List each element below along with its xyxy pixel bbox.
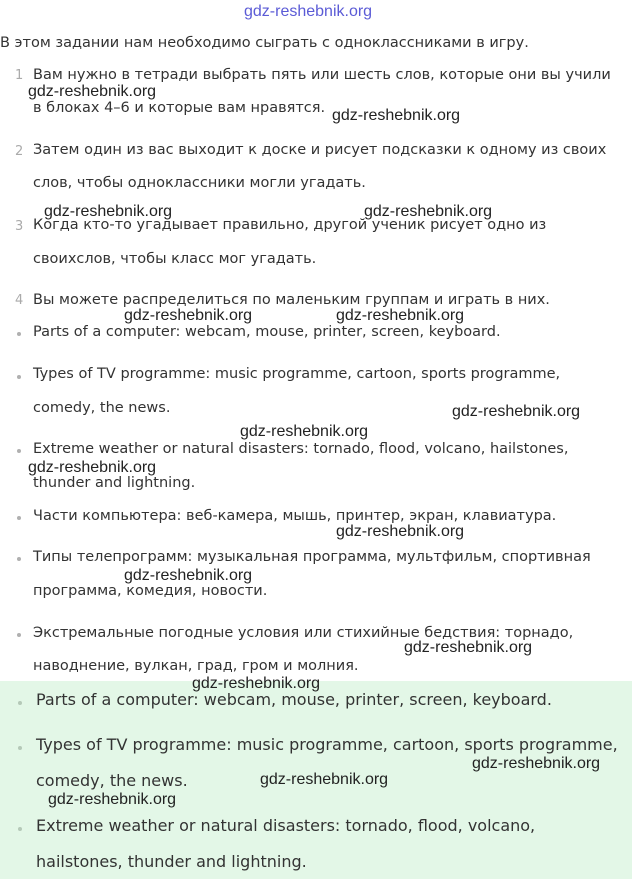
answer-line: comedy, the news. bbox=[36, 771, 188, 790]
watermark[interactable]: gdz-reshebnik.org bbox=[472, 755, 601, 772]
bullet-line: Экстремальные погодные условия или стихийные бедствия: торнадо, bbox=[33, 625, 574, 641]
bullet-line: thunder and lightning. bbox=[33, 475, 196, 491]
bullet-line: Parts of a computer: webcam, mouse, printer, screen, keyboard. bbox=[33, 324, 501, 340]
answer-bullet-dot bbox=[18, 701, 22, 705]
bullet-dot bbox=[17, 332, 21, 336]
answer-line: Parts of a computer: webcam, mouse, printer, screen, keyboard. bbox=[36, 690, 552, 709]
step-number: 1 bbox=[15, 68, 24, 83]
watermark[interactable]: gdz-reshebnik.org bbox=[364, 203, 493, 220]
bullet-line: программа, комедия, новости. bbox=[33, 583, 268, 599]
bullet-dot bbox=[17, 449, 21, 453]
watermark[interactable]: gdz-reshebnik.org bbox=[28, 459, 157, 476]
step-line: Затем один из вас выходит к доске и рисует подсказки к одному из своих bbox=[33, 142, 607, 158]
step-line: Вам нужно в тетради выбрать пять или шесть слов, которые они вы учили bbox=[33, 67, 611, 83]
bullet-dot bbox=[17, 557, 21, 561]
watermark[interactable]: gdz-reshebnik.org bbox=[452, 403, 581, 420]
step-line: своихслов, чтобы класс мог угадать. bbox=[33, 251, 317, 267]
answer-line: Extreme weather or natural disasters: tornado, flood, volcano, bbox=[36, 816, 536, 835]
watermark[interactable]: gdz-reshebnik.org bbox=[240, 423, 369, 440]
step-number: 2 bbox=[15, 144, 24, 159]
watermark[interactable]: gdz-reshebnik.org bbox=[192, 675, 321, 692]
bullet-dot bbox=[17, 375, 21, 379]
bullet-line: Части компьютера: веб-камера, мышь, принтер, экран, клавиатура. bbox=[33, 508, 557, 524]
watermark[interactable]: gdz-reshebnik.org bbox=[44, 203, 173, 220]
watermark[interactable]: gdz-reshebnik.org bbox=[124, 567, 253, 584]
intro-text: В этом задании нам необходимо сыграть с одноклассниками в игру. bbox=[0, 35, 529, 51]
watermark[interactable]: gdz-reshebnik.org bbox=[332, 107, 461, 124]
bullet-line: comedy, the news. bbox=[33, 400, 171, 416]
answer-line: hailstones, thunder and lightning. bbox=[36, 852, 307, 871]
bullet-line: Types of TV programme: music programme, cartoon, sports programme, bbox=[33, 366, 561, 382]
bullet-line: наводнение, вулкан, град, гром и молния. bbox=[33, 658, 359, 674]
watermark[interactable]: gdz-reshebnik.org bbox=[124, 307, 253, 324]
answer-bullet-dot bbox=[18, 746, 22, 750]
watermark[interactable]: gdz-reshebnik.org bbox=[260, 771, 389, 788]
bullet-line: Extreme weather or natural disasters: tornado, flood, volcano, hailstones, bbox=[33, 441, 569, 457]
step-line: Когда кто-то угадывает правильно, другой ученик рисует одно из bbox=[33, 217, 547, 233]
step-line: Вы можете распределиться по маленьким группам и играть в них. bbox=[33, 292, 550, 308]
watermark[interactable]: gdz-reshebnik.org bbox=[336, 523, 465, 540]
step-number: 4 bbox=[15, 293, 24, 308]
watermark[interactable]: gdz-reshebnik.org bbox=[336, 307, 465, 324]
answer-bullet-dot bbox=[18, 827, 22, 831]
watermark-top[interactable]: gdz-reshebnik.org bbox=[244, 3, 373, 20]
step-number: 3 bbox=[15, 219, 24, 234]
watermark[interactable]: gdz-reshebnik.org bbox=[48, 791, 177, 808]
watermark[interactable]: gdz-reshebnik.org bbox=[404, 639, 533, 656]
watermark[interactable]: gdz-reshebnik.org bbox=[28, 83, 157, 100]
answer-line: Types of TV programme: music programme, cartoon, sports programme, bbox=[36, 735, 618, 754]
step-line: слов, чтобы одноклассники могли угадать. bbox=[33, 175, 366, 191]
bullet-dot bbox=[17, 516, 21, 520]
bullet-dot bbox=[17, 633, 21, 637]
step-line: в блоках 4–6 и которые вам нравятся. bbox=[33, 100, 326, 116]
bullet-line: Типы телепрограмм: музыкальная программа, мультфильм, спортивная bbox=[33, 549, 591, 565]
